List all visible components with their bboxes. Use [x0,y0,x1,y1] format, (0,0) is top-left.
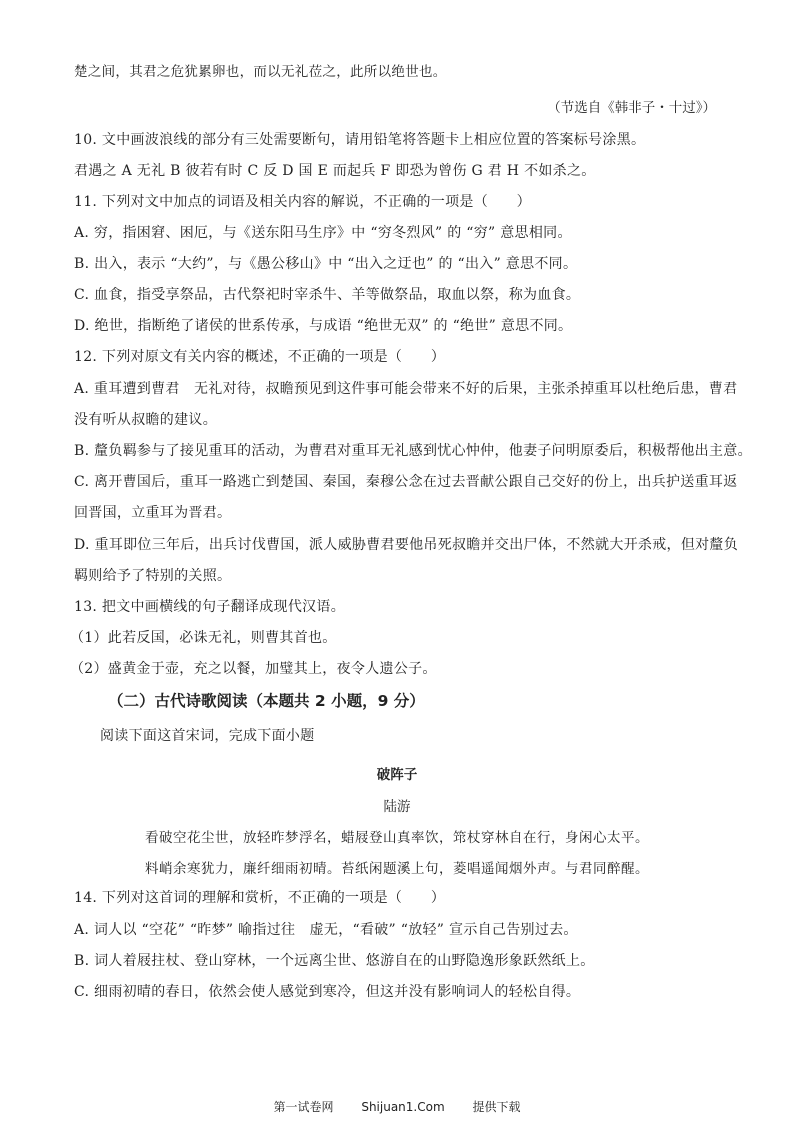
question-11-option-d: D. 绝世，指断绝了诸侯的世系传承，与成语 “绝世无双” 的 “绝世” 意思不同。 [74,318,573,334]
section-heading: （二）古代诗歌阅读（本题共 2 小题，9 分） [108,692,425,710]
poem-line-1: 看破空花尘世，放轻昨梦浮名，蜡屐登山真率饮，筇杖穿林自在行，身闲心太平。 [145,830,649,846]
question-13: 13. 把文中画横线的句子翻译成现代汉语。 [74,599,346,615]
question-11-option-a: A. 穷，指困窘、困厄，与《送东阳马生序》中 “穷冬烈风” 的 “穷” 意思相同。 [74,225,572,241]
poem-author: 陆游 [383,799,411,815]
question-14-option-b: B. 词人着屐拄杖、登山穿林，一个远离尘世、悠游自在的山野隐逸形象跃然纸上。 [74,953,595,969]
question-11-option-b: B. 出入，表示 “大约”，与《愚公移山》中 “出入之迂也” 的 “出入” 意思不同。 [74,256,578,272]
passage-source: （节选自《韩非子・十过》） [547,100,716,116]
question-10: 10. 文中画波浪线的部分有三处需要断句，请用铅笔将答题卡上相应位置的答案标号涂黑。 [74,132,646,148]
question-12-option-d-line1: D. 重耳即位三年后，出兵讨伐曹国，派人威胁曹君要他吊死叔瞻并交出尸体，不然就大开杀戒，但对釐负 [74,537,739,553]
page-footer [0,1098,794,1115]
question-12-option-c-line2: 回晋国，立重耳为晋君。 [74,505,232,521]
question-11: 11. 下列对文中加点的词语及相关内容的解说，不正确的一项是（ ） [74,194,531,210]
question-13-item-1: （1）此若反国，必诛无礼，则曹其首也。 [70,630,337,646]
question-14-option-a: A. 词人以 “空花” “昨梦” 喻指过往 虚无，“看破” “放轻” 宣示自己告别过去。 [74,922,578,938]
question-12-option-b: B. 釐负羁参与了接见重耳的活动，为曹君对重耳无礼感到忧心忡仲，他妻子问明原委后，积极帮他出主意。 [74,443,752,459]
footer-site-name: 第一试卷网 [273,1100,334,1114]
question-12: 12. 下列对原文有关内容的概述，不正确的一项是（ ） [74,349,446,365]
question-12-option-c-line1: C. 离开曹国后，重耳一路逃亡到楚国、秦国，秦穆公念在过去晋献公跟自己交好的份上，出兵护送重耳返 [74,474,738,490]
poem-line-2: 料峭余寒犹力，廉纤细雨初晴。苔纸闲题溪上句，菱唱遥闻烟外声。与君同醉醒。 [145,861,649,877]
question-11-option-c: C. 血食，指受享祭品，古代祭祀时宰杀牛、羊等做祭品，取血以祭，称为血食。 [74,287,581,303]
poem-title: 破阵子 [376,767,418,783]
section-intro: 阅读下面这首宋词，完成下面小题 [100,728,315,744]
question-13-item-2: （2）盛黄金于壶，充之以餐，加璧其上，夜令人遗公子。 [70,661,437,677]
question-14-option-c: C. 细雨初晴的春日，依然会使人感觉到寒冷，但这并没有影响词人的轻松自得。 [74,984,581,1000]
passage-last-line: 楚之间，其君之危犹累卵也，而以无礼莅之，此所以绝世也。 [74,64,447,80]
footer-site-url[interactable]: Shijuan1.Com [361,1100,445,1114]
question-12-option-a-line1: A. 重耳遭到曹君 无礼对待，叔瞻预见到这件事可能会带来不好的后果，主张杀掉重耳以杜绝后患，曹君 [74,381,738,397]
question-12-option-a-line2: 没有听从叔瞻的建议。 [74,412,217,428]
question-12-option-d-line2: 羁则给予了特别的关照。 [74,568,232,584]
question-10-text: 君遇之 A 无礼 B 彼若有时 C 反 D 国 E 而起兵 F 即恐为曾伤 G 君 H 不如杀之。 [74,163,596,179]
question-14: 14. 下列对这首词的理解和赏析，不正确的一项是（ ） [74,890,446,906]
footer-download-text: 提供下载 [472,1100,521,1114]
